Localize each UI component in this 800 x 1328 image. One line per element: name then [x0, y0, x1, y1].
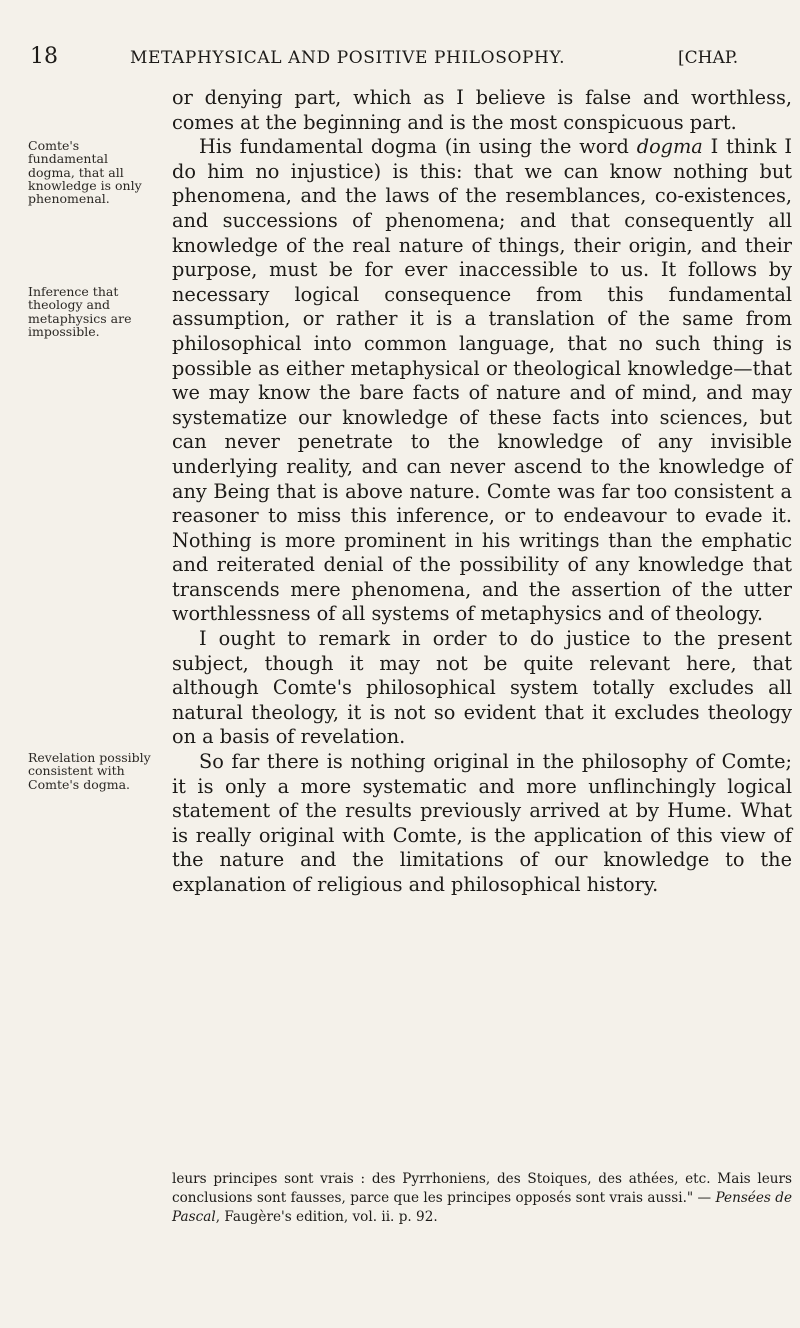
- footnote-citation: , Faugère's edition, vol. ii. p. 92.: [215, 1209, 438, 1225]
- margin-note-revelation: Revelation possibly consistent with Comte's dogma.: [28, 750, 151, 792]
- chapter-marker: [CHAP.: [678, 48, 739, 68]
- paragraph-fundamental-dogma: [172, 135, 792, 627]
- paragraph-text: I think I do him no injustice) is this: that we can know nothing but phenomena, and the laws of the resemblances, co-existences, and successions of phenomena; and that consequently all knowledge of the real nature of things, their origin, and their purpose, must be for ever inaccessible to us. It follows by necessary logical consequence from this fundamental assumption, or rather it is a translation of the same from philosophical into common language, that no such thing is possible as either metaphysical or theological knowledge—that we may know the bare facts of nature and of mind, and may systematize our knowledge of these facts into sciences, but can never penetrate to the knowledge of any invisible underlying reality, and can never ascend to the knowledge of any Being that is above nature. Comte was far too consistent a reasoner to miss this inference, or to endeavour to evade it. Nothing is more prominent in his writings than the emphatic and reiterated denial of the possibility of any knowledge that transcends mere phenomena, and the assertion of the utter worthlessness of all systems of metaphysics and of theology.: [172, 135, 792, 626]
- footnote: [172, 1170, 792, 1227]
- footnote-text: leurs principes sont vrais : des Pyrrhoniens, des Stoiques, des athées, etc. Mais leurs conclusions sont fausses, parce que les principes opposés sont vrais aussi." —: [172, 1171, 792, 1206]
- margin-note-inference: Inference that theology and metaphysics are impossible.: [28, 284, 132, 339]
- footnote-source-title: Pensées de Pascal: [172, 1190, 792, 1225]
- paragraph-text: His fundamental dogma (in using the word: [199, 135, 637, 159]
- emphasized-word: dogma: [636, 135, 703, 159]
- margin-note-fundamental-dogma: Comte's fundamental dogma, that all knowledge is only phenomenal.: [28, 138, 142, 207]
- paragraph-originality: So far there is nothing original in the philosophy of Comte; it is only a more systematic and more unflinchingly logical statement of the results previously arrived at by Hume. What is really original with Comte, is the application of this view of the nature and the limitations of our knowledge to the explanation of religious and philosophical history.: [172, 750, 792, 896]
- page-number: 18: [30, 44, 58, 69]
- main-text: [172, 86, 792, 898]
- paragraph-continued: or denying part, which as I believe is false and worthless, comes at the beginning and is the most conspicuous part.: [172, 86, 792, 134]
- running-head: METAPHYSICAL AND POSITIVE PHILOSOPHY.: [130, 48, 566, 68]
- paragraph-revelation: I ought to remark in order to do justice to the present subject, though it may not be quite relevant here, that although Comte's philosophical system totally excludes all natural theology, it is not so evident that it excludes theology on a basis of revelation.: [172, 627, 792, 749]
- page-header: [30, 44, 770, 74]
